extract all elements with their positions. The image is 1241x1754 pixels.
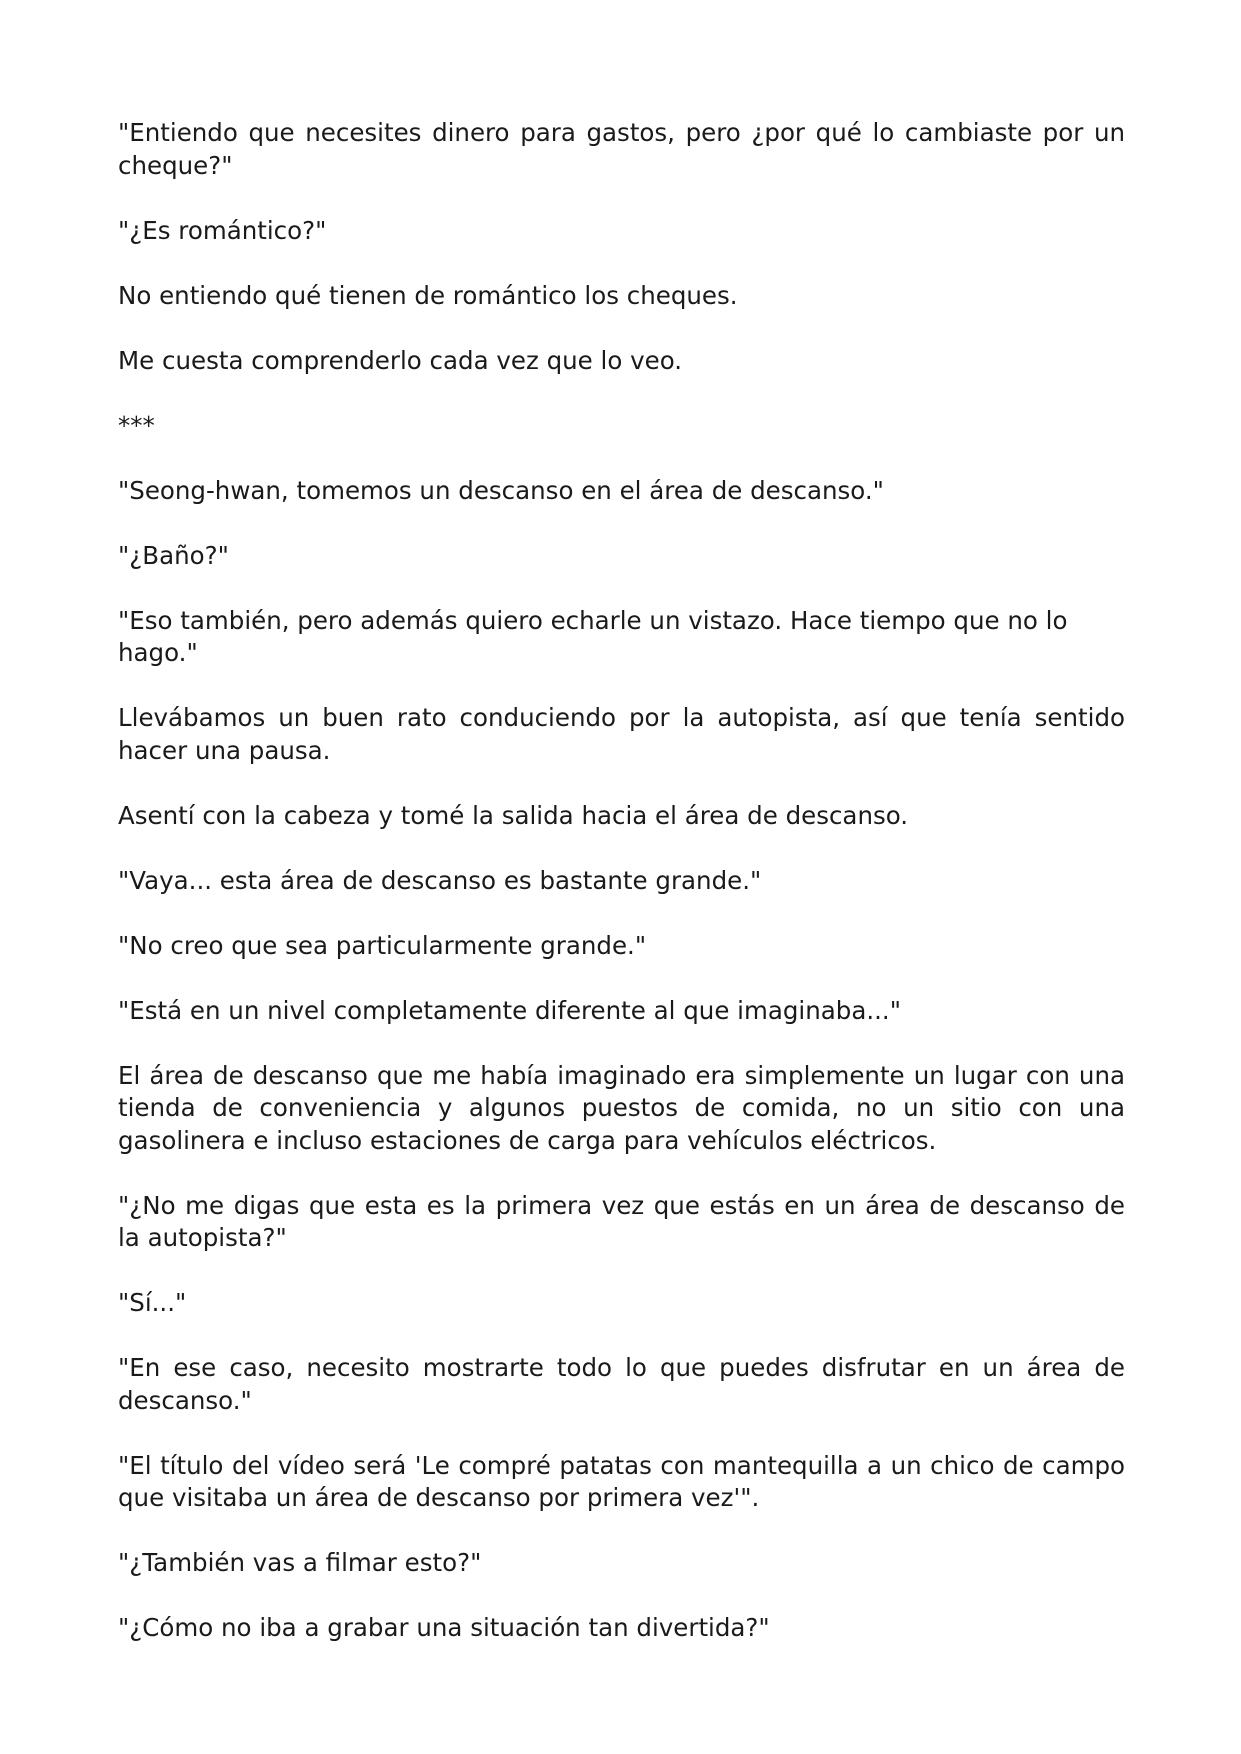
paragraph: "¿Es romántico?" <box>118 215 327 245</box>
paragraph: "¿Baño?" <box>118 540 229 570</box>
paragraph: "Eso también, pero además quiero echarle un vistazo. Hace tiempo que no lo hago." <box>118 605 1068 667</box>
paragraph: "Entiendo que necesites dinero para gastos, pero ¿por qué lo cambiaste por un cheque?" <box>118 118 1125 180</box>
document-body <box>118 117 1125 1677</box>
paragraph: El área de descanso que me había imaginado era simplemente un lugar con una tienda de conveniencia y algunos puestos de comida, no un sitio con una gasolinera e incluso estaciones de carga para vehículos eléctricos. <box>118 1060 1125 1155</box>
paragraph: Asentí con la cabeza y tomé la salida hacia el área de descanso. <box>118 800 909 830</box>
paragraph: Llevábamos un buen rato conduciendo por la autopista, así que tenía sentido hacer una pausa. <box>118 703 1125 765</box>
paragraph: "Seong-hwan, tomemos un descanso en el área de descanso." <box>118 475 884 505</box>
paragraph: "El título del vídeo será 'Le compré patatas con mantequilla a un chico de campo que visitaba un área de descanso por primera vez'". <box>118 1450 1125 1512</box>
paragraph: "¿También vas a filmar esto?" <box>118 1548 482 1577</box>
paragraph: Me cuesta comprenderlo cada vez que lo veo. <box>118 345 683 375</box>
paragraph: "¿No me digas que esta es la primera vez que estás en un área de descanso de la autopista?" <box>118 1190 1125 1252</box>
paragraph: "Sí..." <box>118 1288 187 1317</box>
paragraph: No entiendo qué tienen de romántico los cheques. <box>118 280 738 310</box>
paragraph: "En ese caso, necesito mostrarte todo lo que puedes disfrutar en un área de descanso." <box>118 1353 1125 1415</box>
paragraph: "Está en un nivel completamente diferente al que imaginaba..." <box>118 995 901 1025</box>
paragraph: "No creo que sea particularmente grande." <box>118 930 647 960</box>
paragraph: "¿Cómo no iba a grabar una situación tan divertida?" <box>118 1613 770 1642</box>
scene-break: *** <box>118 410 155 440</box>
paragraph: "Vaya... esta área de descanso es bastante grande." <box>118 865 762 895</box>
